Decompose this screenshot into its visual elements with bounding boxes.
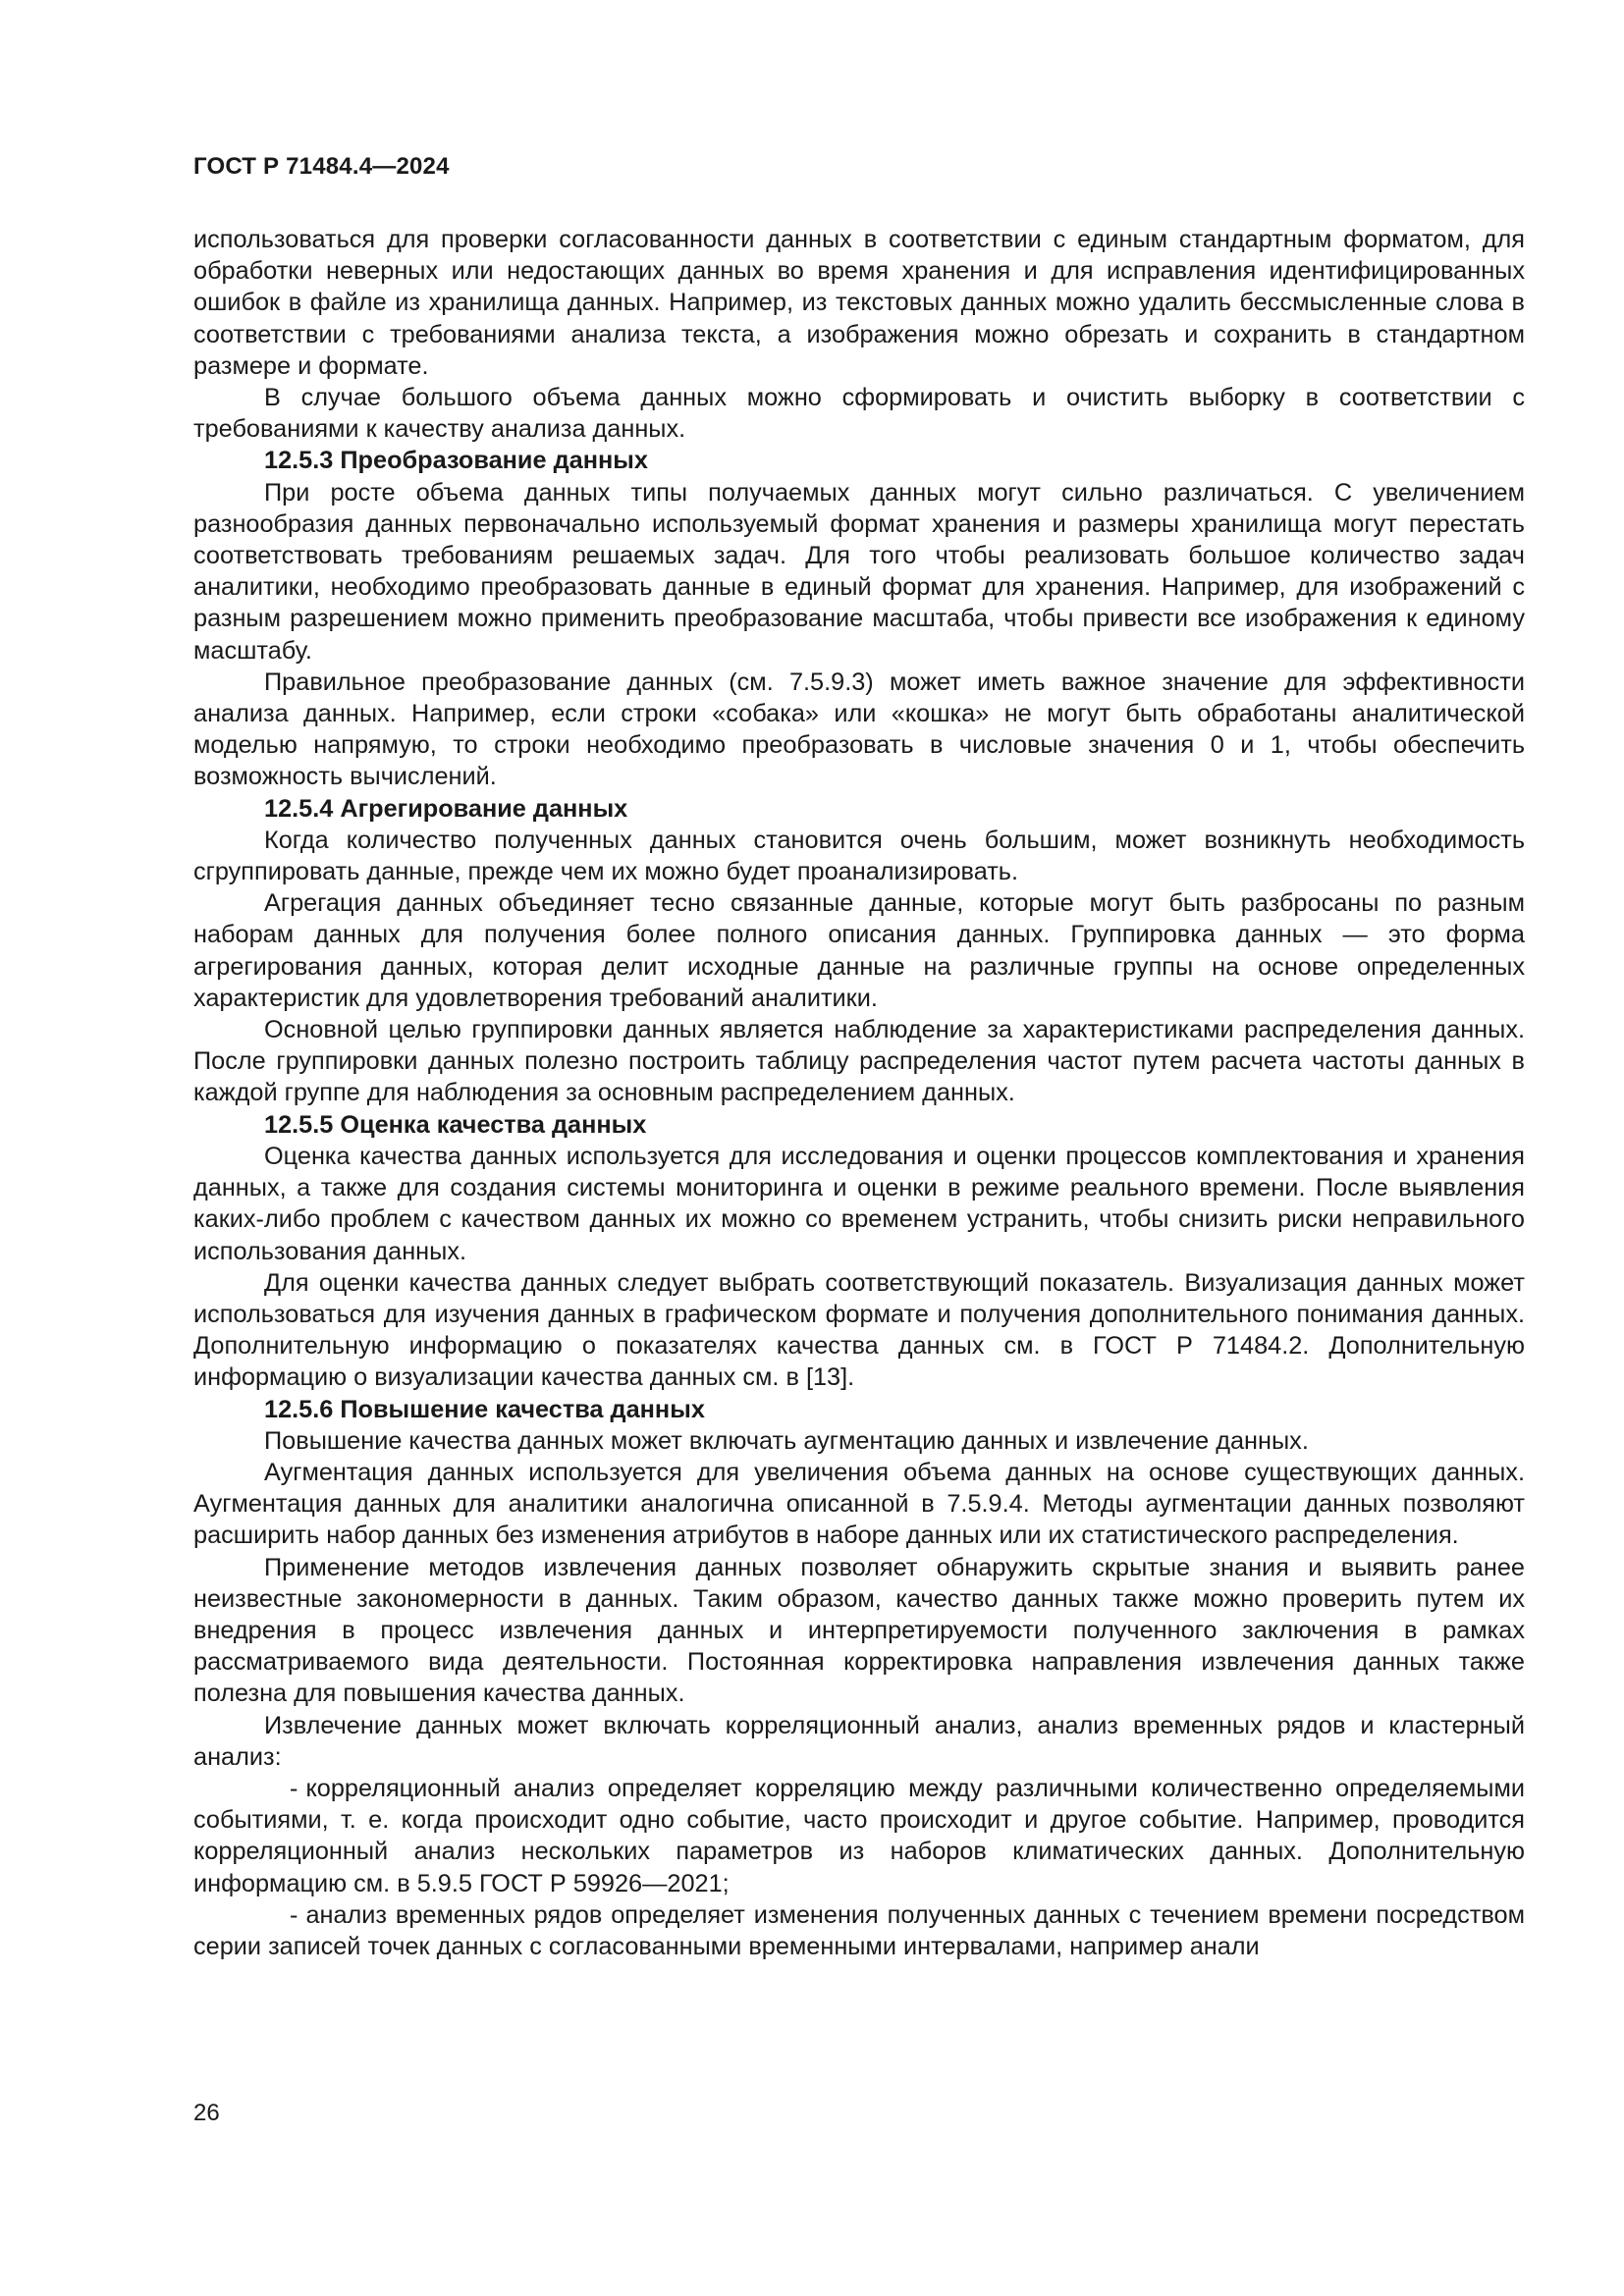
section-heading: 12.5.5 Оценка качества данных <box>264 1110 647 1139</box>
paragraph: Правильное преобразование данных (см. 7.5.9.3) может иметь важное значение для эффективности анализа данных. Например, если строки «собака» или «кошка» не могут быть обработаны аналитической моделью напрямую, то строки необходимо преобразовать в числовые значения 0 и 1, чтобы обеспечить возможность вычислений. <box>193 667 1525 791</box>
paragraph: Когда количество полученных данных становится очень большим, может возникнуть необходимость сгруппировать данные, прежде чем их можно будет проанализировать. <box>193 826 1525 886</box>
paragraph: При росте объема данных типы получаемых данных могут сильно различаться. С увеличением разнообразия данных первоначально используемый формат хранения и размеры хранилища могут перестать соответствовать требованиям решаемых задач. Для того чтобы реализовать большое количество задач аналитики, необходимо преобразовать данные в единый формат для хранения. Например, для изображений с разным разрешением можно применить преобразование масштаба, чтобы привести все изображения к единому масштабу. <box>193 478 1525 665</box>
list-dash: - <box>290 1900 298 1929</box>
paragraph: Извлечение данных может включать корреляционный анализ, анализ временных рядов и кластерный анализ: <box>193 1711 1525 1771</box>
page-body <box>193 224 1525 1962</box>
paragraph: Оценка качества данных используется для исследования и оценки процессов комплектования и хранения данных, а также для создания системы мониторинга и оценки в режиме реального времени. После выявления каких-либо проблем с качеством данных их можно со временем устранить, чтобы снизить риски неправильного использования данных. <box>193 1142 1525 1265</box>
paragraph: В случае большого объема данных можно сформировать и очистить выборку в соответствии с требованиями к качеству анализа данных. <box>193 384 1525 444</box>
paragraph: Аугментация данных используется для увеличения объема данных на основе существующих данных. Аугментация данных для аналитики аналогична описанной в 7.5.9.4. Методы аугментации данных позволяют расширить набор данных без изменения атрибутов в наборе данных или их статистического распределения. <box>193 1458 1525 1550</box>
paragraph: Применение методов извлечения данных позволяет обнаружить скрытые знания и выявить ранее неизвестные закономерности в данных. Таким образом, качество данных также можно проверить путем их внедрения в процесс извлечения данных и интерпретируемости полученного заключения в рамках рассматриваемого вида деятельности. Постоянная корректировка направления извлечения данных также полезна для повышения качества данных. <box>193 1553 1525 1708</box>
section-heading: 12.5.6 Повышение качества данных <box>264 1395 705 1423</box>
paragraph: Для оценки качества данных следует выбрать соответствующий показатель. Визуализация данных может использоваться для изучения данных в графическом формате и получения дополнительного понимания данных. Дополнительную информацию о показателях качества данных см. в ГОСТ Р 71484.2. Дополнительную информацию о визуализации качества данных см. в [13]. <box>193 1268 1525 1392</box>
paragraph: Повышение качества данных может включать аугментацию данных и извлечение данных. <box>264 1426 1309 1455</box>
paragraph: Основной целью группировки данных является наблюдение за характеристиками распределения данных. После группировки данных полезно построить таблицу распределения частот путем расчета частоты данных в каждой группе для наблюдения за основным распределением данных. <box>193 1016 1525 1107</box>
page-number: 26 <box>193 2100 220 2126</box>
paragraph: использоваться для проверки согласованности данных в соответствии с единым стандартным форматом, для обработки неверных или недостающих данных во время хранения и для исправления идентифицированных ошибок в файле из хранилища данных. Например, из текстовых данных можно удалить бессмысленные слова в соответствии с требованиями анализа текста, а изображения можно обрезать и сохранить в стандартном размере и формате. <box>193 226 1525 380</box>
list-item <box>193 1899 1525 1962</box>
list-item <box>193 1773 1525 1899</box>
section-heading: 12.5.4 Агрегирование данных <box>264 794 628 823</box>
list-item-text: анализ временных рядов определяет изменения полученных данных с течением времени посредством серии записей точек данных с согласованными временными интервалами, например анали <box>193 1900 1525 1960</box>
list-dash: - <box>290 1774 298 1802</box>
list-item-text: корреляционный анализ определяет корреляцию между различными количественно определяемыми событиями, т. е. когда происходит одно событие, часто происходит и другое событие. Например, проводится корреляционный анализ нескольких параметров из наборов климатических данных. Дополнительную информацию см. в 5.9.5 ГОСТ Р 59926—2021; <box>193 1774 1525 1897</box>
section-heading: 12.5.3 Преобразование данных <box>264 447 648 475</box>
paragraph: Агрегация данных объединяет тесно связанные данные, которые могут быть разбросаны по разным наборам данных для получения более полного описания данных. Группировка данных — это форма агрегирования данных, которая делит исходные данные на различные группы на основе определенных характеристик для удовлетворения требований аналитики. <box>193 889 1525 1012</box>
document-header: ГОСТ Р 71484.4—2024 <box>193 153 450 180</box>
